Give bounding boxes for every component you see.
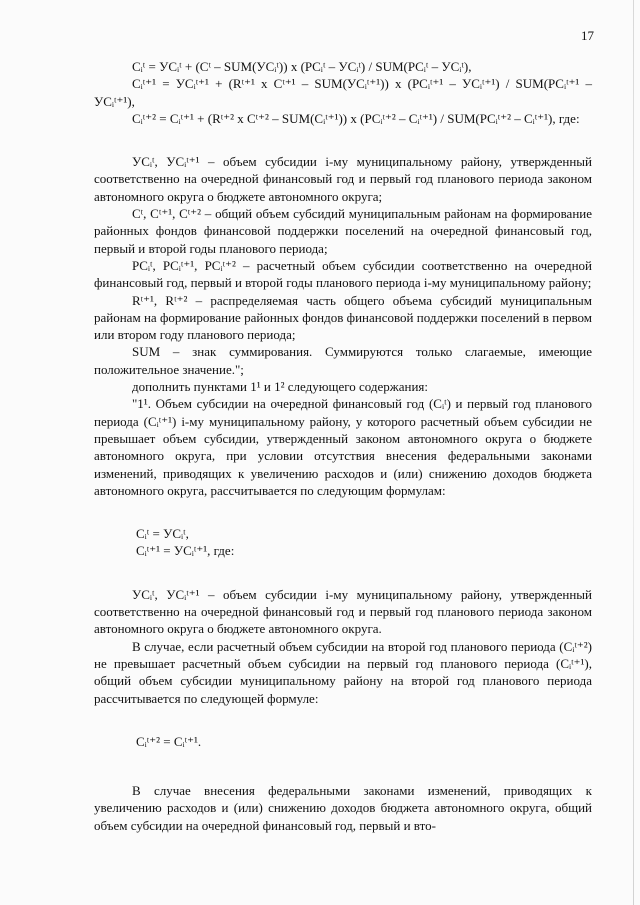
definition-pc: PCᵢᵗ, PCᵢᵗ⁺¹, PCᵢᵗ⁺² – расчетный объем субсидии соответственно на очередной финансовый год, первый и второй годы планового периода i-му муниципальному району; [94, 257, 592, 291]
final-paragraph: В случае внесения федеральными законами изменений, приводящих к увеличению расходов и (или) снижению доходов бюджета автономного округа, общий объем субсидии на очередной финансовый год, первый и вто- [94, 783, 592, 833]
definition-uc-mid: УСᵢᵗ, УСᵢᵗ⁺¹ – объем субсидии i-му муниципальному району, утвержденный соответственно на очередной финансовый год и первый год планового периода законом автономного округа о бюджете автономного округа. [94, 586, 592, 637]
formula-block-single [94, 733, 592, 750]
definition-uc: УСᵢᵗ, УСᵢᵗ⁺¹ – объем субсидии i-му муниципальному району, утвержденный соответственно на очередной финансовый год и первый год планового периода законом автономного округа о бюджете автономного округа; [94, 154, 592, 204]
amend-line: дополнить пунктами 1¹ и 1² следующего содержания: [132, 379, 429, 395]
case-paragraph: В случае, если расчетный объем субсидии на второй год планового периода (Cᵢᵗ⁺²) не превышает расчетный объем субсидии на первый год планового периода (Cᵢᵗ⁺¹), общий объем субсидии муниципальному району на второй год планового периода рассчитывается по следующей формуле: [94, 638, 592, 706]
definition-sum: SUM – знак суммирования. Суммируются только слагаемые, имеющие положительное значение."; [94, 344, 592, 377]
point-1-1-paragraph: "1¹. Объем субсидии на очередной финансовый год (Cᵢᵗ) и первый год планового периода (Cᵢᵗ⁺¹) i-му муниципальному району, у которого расчетный объем субсидии не превышает объем субсидии, утвержденный законом автономного округа о бюджете автономного округа, при условии отсутствия внесения федеральными законами изменений, приводящих к увеличению расходов и (или) снижению доходов бюджета автономного округа, рассчитывается по следующим формулам: [94, 396, 592, 498]
formula-c-t2-equals-c-t1: Cᵢᵗ⁺² = Cᵢᵗ⁺¹. [136, 733, 202, 749]
spacer [94, 560, 592, 586]
formula-block-mid [94, 525, 592, 560]
formula-c-t: Cᵢᵗ = УСᵢᵗ + (Cᵗ – SUM(УСᵢᵗ)) x (PCᵢᵗ – УСᵢᵗ) / SUM(PCᵢᵗ – УСᵢᵗ), [132, 59, 472, 74]
formula-c-t2: Cᵢᵗ⁺² = Cᵢᵗ⁺¹ + (Rᵗ⁺² x Cᵗ⁺² – SUM(Cᵢᵗ⁺¹)) x (PCᵢᵗ⁺² – Cᵢᵗ⁺¹) / SUM(PCᵢᵗ⁺² – Cᵢᵗ⁺¹), где: [132, 110, 580, 126]
page-number: 17 [581, 28, 594, 43]
formula-c-t-equals-uc: Cᵢᵗ = УСᵢᵗ, [136, 526, 189, 542]
formula-c-t1-equals-uc: Cᵢᵗ⁺¹ = УСᵢᵗ⁺¹, где: [136, 543, 235, 559]
definition-c: Cᵗ, Cᵗ⁺¹, Cᵗ⁺² – общий объем субсидий муниципальным районам на формирование районных фондов финансовой поддержки поселений на очередной финансовый год, первый и второй годы планового периода; [94, 206, 592, 256]
spacer [94, 750, 592, 782]
spacer [94, 127, 592, 153]
spacer [94, 707, 592, 733]
document-body [94, 58, 592, 834]
definition-r: Rᵗ⁺¹, Rᵗ⁺² – распределяемая часть общего объема субсидий муниципальным районам на формирование районных фондов финансовой поддержки поселений в первом или втором году планового периода; [94, 292, 592, 343]
scan-edge-line [633, 0, 634, 905]
spacer [94, 499, 592, 525]
formula-c-t1: Cᵢᵗ⁺¹ = УСᵢᵗ⁺¹ + (Rᵗ⁺¹ x Cᵗ⁺¹ – SUM(УСᵢᵗ⁺¹)) x (PCᵢᵗ⁺¹ – УСᵢᵗ⁺¹) / SUM(PCᵢᵗ⁺¹ – УСᵢᵗ⁺¹), [94, 76, 592, 109]
